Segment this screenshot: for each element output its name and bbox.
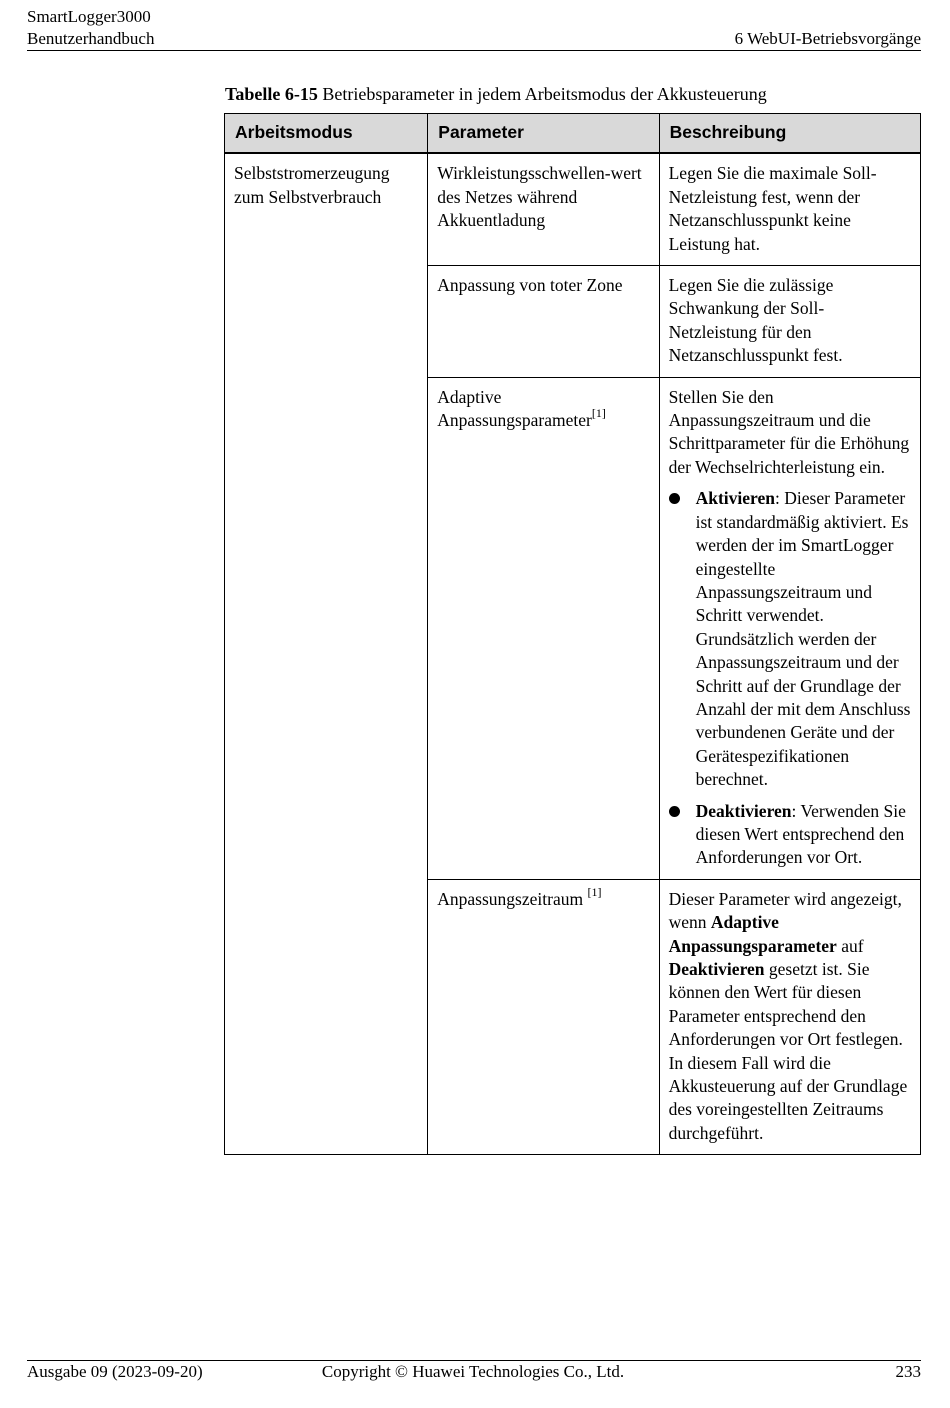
description-cell	[659, 377, 920, 879]
option-text: : Verwenden Sie diesen Wert entsprechend den Anforderungen vor Ort.	[695, 800, 906, 868]
description-text-part: Dieser Parameter wird angezeigt, wenn	[668, 888, 902, 933]
column-header-mode: Arbeitsmodus	[225, 114, 428, 154]
table-header-row	[225, 114, 921, 154]
footnote-marker: [1]	[587, 884, 602, 899]
copyright-notice: Copyright © Huawei Technologies Co., Ltd.	[321, 1362, 625, 1381]
column-header-description: Beschreibung	[659, 114, 920, 154]
description-text-part: gesetzt ist. Sie können den Wert für diesen Parameter entsprechend den Anforderungen vor Ort festlegen. In diesem Fall wird die Akkusteuerung auf der Grundlage des voreingestellten Zeitraums durchgeführt.	[668, 959, 908, 1143]
list-item	[669, 487, 911, 791]
parameter-cell: Wirkleistungsschwellen-wert des Netzes während Akkuentladung	[428, 153, 659, 265]
parameter-cell	[428, 879, 659, 1154]
table-caption-label: Tabelle 6-15	[225, 84, 318, 104]
document-type: Benutzerhandbuch	[27, 29, 155, 48]
parameter-name: Adaptive Anpassungsparameter	[437, 386, 592, 431]
option-term: Deaktivieren	[695, 800, 792, 821]
description-text: Stellen Sie den Anpassungszeitraum und die Schrittparameter für die Erhöhung der Wechselrichterleistung ein.	[668, 386, 910, 477]
description-cell: Legen Sie die zulässige Schwankung der Soll-Netzleistung für den Netzanschlusspunkt fest.	[659, 266, 920, 378]
description-emphasis: Deaktivieren	[668, 959, 765, 979]
header-divider	[27, 50, 921, 51]
description-cell	[659, 879, 920, 1154]
bullet-icon	[669, 806, 680, 817]
table-caption-text: Betriebsparameter in jedem Arbeitsmodus der Akkusteuerung	[317, 84, 767, 104]
option-term: Aktivieren	[695, 488, 776, 509]
description-emphasis: Adaptive Anpassungsparameter	[668, 912, 837, 956]
parameter-cell	[428, 377, 659, 879]
parameter-cell: Anpassung von toter Zone	[428, 266, 659, 378]
chapter-title: 6 WebUI-Betriebsvorgänge	[734, 29, 921, 48]
parameter-table	[224, 113, 921, 1155]
edition-info: Ausgabe 09 (2023-09-20)	[27, 1362, 203, 1381]
product-name: SmartLogger3000	[27, 7, 151, 26]
column-header-parameter: Parameter	[428, 114, 659, 154]
table-row	[225, 153, 921, 265]
parameter-name: Anpassungszeitraum	[437, 888, 588, 909]
bullet-icon	[669, 493, 680, 504]
description-cell: Legen Sie die maximale Soll-Netzleistung fest, wenn der Netzanschlusspunkt keine Leistung hat.	[659, 153, 920, 265]
footnote-marker: [1]	[591, 406, 606, 421]
description-text-part: auf	[836, 935, 864, 956]
option-text: : Dieser Parameter ist standardmäßig aktiviert. Es werden der im SmartLogger eingestellte Anpassungszeitraum und Schritt verwendet. Grundsätzlich werden der Anpassungszeitraum und der Schritt auf der Grundlage der Anzahl der mit dem Anschluss verbundenen Geräte und der Gerätespezifikationen berechnet.	[695, 488, 911, 790]
option-list	[669, 487, 911, 870]
list-item	[669, 800, 911, 870]
page-number: 233	[895, 1362, 921, 1381]
running-header-left	[27, 6, 154, 50]
table-caption	[225, 82, 767, 106]
mode-cell: Selbststromerzeugung zum Selbstverbrauch	[225, 153, 428, 1154]
